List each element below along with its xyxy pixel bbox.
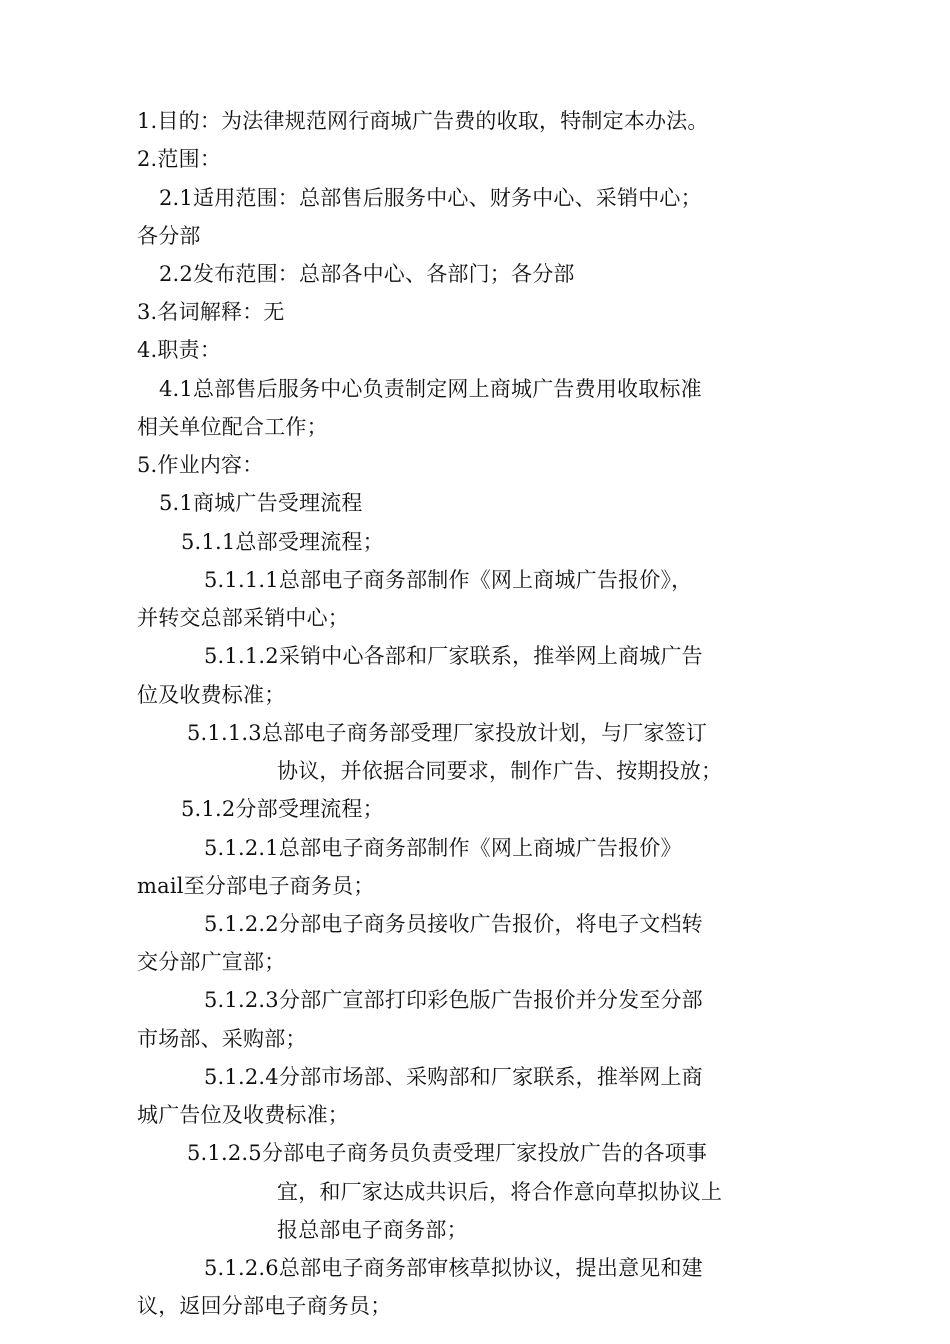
item-5-1-1-1: 5.1.1.1总部电子商务部制作《网上商城广告报价》， xyxy=(204,568,693,592)
item-5-1-2-5: 5.1.2.5分部电子商务员负责受理厂家投放广告的各项事 xyxy=(187,1141,708,1165)
heading-scope: 2.范围： xyxy=(137,147,222,171)
heading-operations: 5.作业内容： xyxy=(137,453,264,477)
item-5-1-2-5-cont2: 报总部电子商务部； xyxy=(277,1218,468,1242)
item-5-1-1-2-cont: 位及收费标准； xyxy=(137,683,286,707)
item-5-1-2-3: 5.1.2.3分部广宣部打印彩色版广告报价并分发至分部 xyxy=(204,988,703,1012)
duty-4-1: 4.1总部售后服务中心负责制定网上商城广告费用收取标准 xyxy=(159,377,702,401)
heading-definitions: 3.名词解释：无 xyxy=(137,300,285,324)
item-5-1-1-1-cont: 并转交总部采销中心； xyxy=(137,606,349,630)
item-5-1-1-2: 5.1.1.2采销中心各部和厂家联系，推举网上商城广告 xyxy=(204,644,703,668)
item-5-1-2-4-cont: 城广告位及收费标准； xyxy=(137,1103,349,1127)
scope-release: 2.2发布范围：总部各中心、各部门；各分部 xyxy=(159,262,575,286)
section-5-1-1: 5.1.1总部受理流程； xyxy=(181,530,384,554)
item-5-1-2-1-cont: mail至分部电子商务员； xyxy=(137,874,375,898)
heading-purpose: 1.目的：为法律规范网行商城广告费的收取，特制定本办法。 xyxy=(137,109,709,133)
item-5-1-1-3: 5.1.1.3总部电子商务部受理厂家投放计划，与厂家签订 xyxy=(187,721,708,745)
scope-applicable-cont: 各分部 xyxy=(137,224,201,248)
item-5-1-2-6: 5.1.2.6总部电子商务部审核草拟协议，提出意见和建 xyxy=(204,1256,703,1280)
section-5-1: 5.1商城广告受理流程 xyxy=(159,491,363,515)
item-5-1-2-2: 5.1.2.2分部电子商务员接收广告报价，将电子文档转 xyxy=(204,912,703,936)
item-5-1-2-6-cont: 议，返回分部电子商务员； xyxy=(137,1294,392,1318)
heading-duties: 4.职责： xyxy=(137,338,222,362)
item-5-1-2-2-cont: 交分部广宣部； xyxy=(137,950,286,974)
item-5-1-1-3-cont: 协议，并依据合同要求，制作广告、按期投放； xyxy=(277,759,723,783)
item-5-1-2-3-cont: 市场部、采购部； xyxy=(137,1027,307,1051)
section-5-1-2: 5.1.2分部受理流程； xyxy=(181,797,384,821)
scope-applicable: 2.1适用范围：总部售后服务中心、财务中心、采销中心； xyxy=(159,186,702,210)
item-5-1-2-1: 5.1.2.1总部电子商务部制作《网上商城广告报价》 xyxy=(204,836,682,860)
item-5-1-2-5-cont: 宜，和厂家达成共识后，将合作意向草拟协议上 xyxy=(277,1180,723,1204)
item-5-1-2-4: 5.1.2.4分部市场部、采购部和厂家联系，推举网上商 xyxy=(204,1065,703,1089)
duty-4-1-cont: 相关单位配合工作； xyxy=(137,415,328,439)
